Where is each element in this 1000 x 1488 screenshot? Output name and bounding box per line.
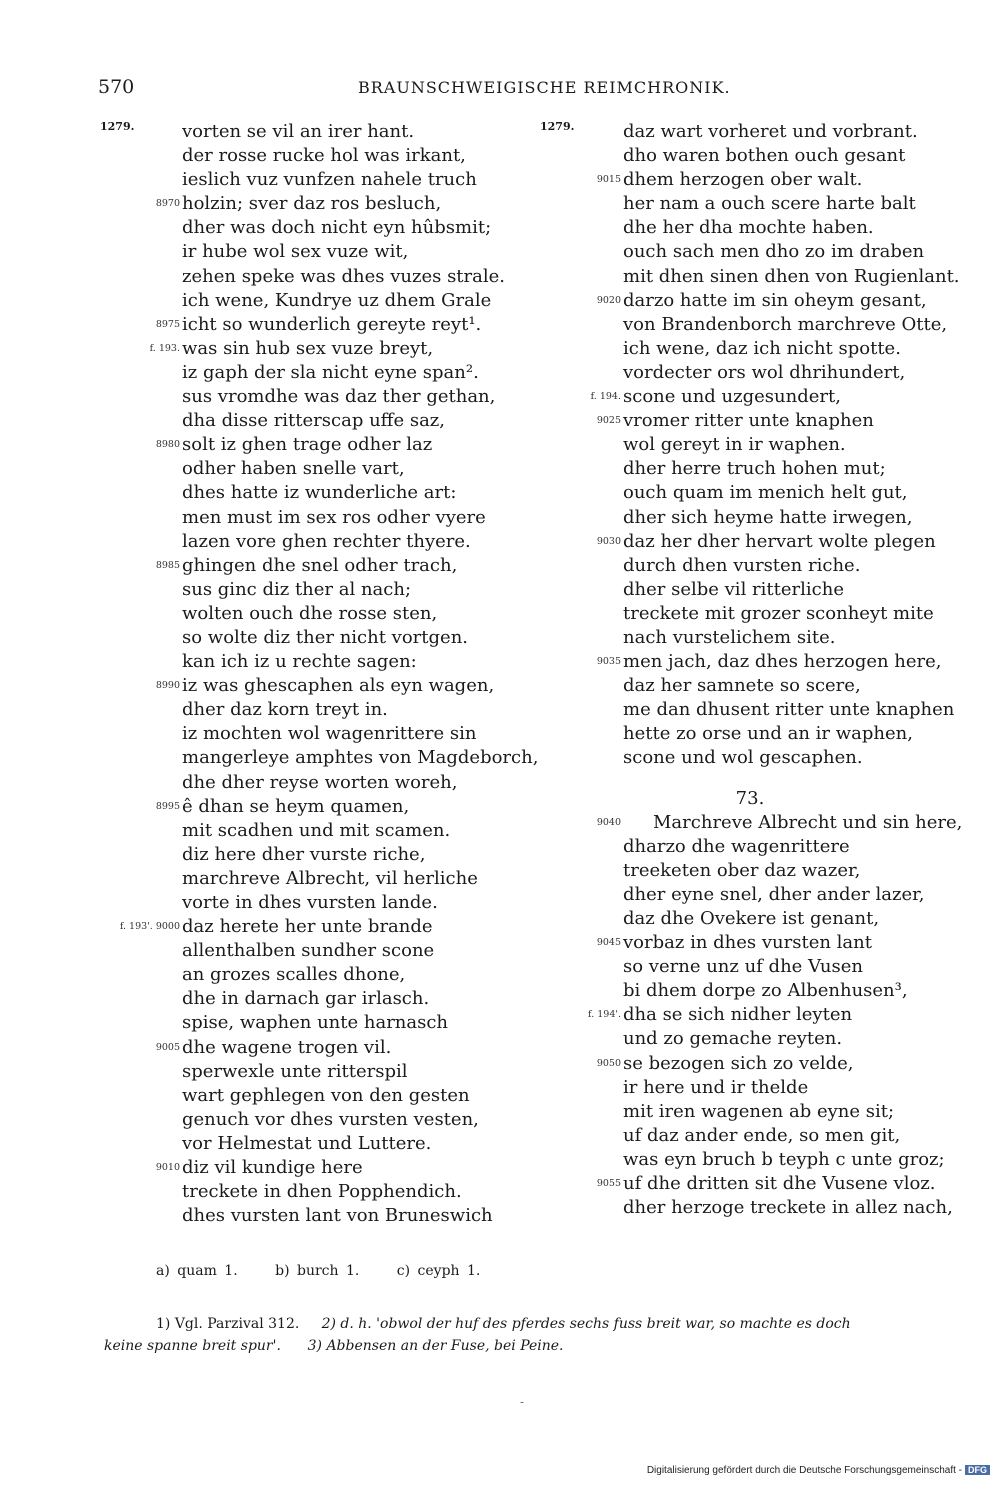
verse-text: treeketen ober daz wazer, [623, 859, 861, 881]
verse-line [540, 626, 960, 650]
verse-line [100, 698, 540, 722]
verse-text: mit iren wagenen ab eyne sit; [623, 1100, 895, 1122]
verse-line [100, 481, 540, 505]
line-number: 9010 [155, 1162, 180, 1174]
verse-line [100, 120, 540, 144]
verse-line [540, 265, 960, 289]
verse-text: spise, waphen unte harnasch [182, 1012, 449, 1034]
verse-text: darzo hatte im sin oheym gesant, [623, 289, 927, 311]
page-number: 570 [98, 76, 135, 98]
verse-line [540, 144, 960, 168]
verse-line [100, 626, 540, 650]
verse-line [540, 931, 960, 955]
verse-line [100, 1108, 540, 1132]
verse-line [100, 578, 540, 602]
verse-line [100, 987, 540, 1011]
line-number: 9025 [596, 415, 621, 427]
verse-text: ir hube wol sex vuze wit, [182, 241, 409, 263]
verse-text: scone und wol gescaphen. [623, 747, 863, 769]
verse-line [100, 554, 540, 578]
verse-text: iz gaph der sla nicht eyne span². [182, 361, 479, 383]
verse-text: so verne unz uf dhe Vusen [623, 956, 863, 978]
verse-line [100, 1156, 540, 1180]
verse-line [100, 506, 540, 530]
verse-text: an grozes scalles dhone, [182, 964, 406, 986]
verse-text: dho waren bothen ouch gesant [623, 145, 906, 167]
verse-line [540, 1124, 960, 1148]
verse-line [540, 481, 960, 505]
verse-text: dha se sich nidher leyten [623, 1004, 853, 1026]
verse-line [100, 1011, 540, 1035]
verse-text: so wolte diz ther nicht vortgen. [182, 626, 469, 648]
verse-text: dhe wagene trogen vil. [182, 1036, 392, 1058]
verse-line [540, 506, 960, 530]
line-number: 9050 [596, 1057, 621, 1069]
verse-text: und zo gemache reyten. [623, 1028, 843, 1050]
verse-line [100, 650, 540, 674]
year-marker: 1279. [540, 120, 575, 133]
verse-line [540, 722, 960, 746]
verse-text: sperwexle unte ritterspil [182, 1060, 408, 1082]
verse-line [100, 433, 540, 457]
verse-line [540, 289, 960, 313]
verse-line [100, 168, 540, 192]
verse-text: allenthalben sundher scone [182, 940, 435, 962]
verse-line [540, 811, 963, 835]
verse-line [100, 891, 540, 915]
verse-text: dhe dher reyse worten woreh, [182, 771, 458, 793]
verse-line [540, 907, 960, 931]
verse-text: solt iz ghen trage odher laz [182, 434, 433, 456]
footnote-2-cont: keine spanne breit spur'. [104, 1338, 281, 1354]
verse-line [100, 915, 540, 939]
verse-line [100, 939, 540, 963]
verse-text: dha disse ritterscap uffe saz, [182, 410, 446, 432]
verse-text: odher haben snelle vart, [182, 458, 405, 480]
verse-line [540, 955, 960, 979]
verse-text: me dan dhusent ritter unte knaphen [623, 699, 955, 721]
verse-text: men jach, daz dhes herzogen here, [623, 651, 942, 673]
verse-text: lazen vore ghen rechter thyere. [182, 530, 471, 552]
verse-line [100, 746, 540, 770]
variant-b: b) burch 1. [275, 1263, 360, 1279]
verse-text: mangerleye amphtes von Magdeborch, [182, 747, 539, 769]
verse-text: dher sich heyme hatte irwegen, [623, 506, 913, 528]
verse-text: uf daz ander ende, so men git, [623, 1124, 901, 1146]
section-number: 73. [735, 787, 765, 809]
line-number: 9015 [596, 174, 621, 186]
line-number: 9055 [596, 1178, 621, 1190]
verse-text: dhe in darnach gar irlasch. [182, 988, 430, 1010]
verse-text: daz wart vorheret und vorbrant. [623, 121, 918, 142]
verse-text: ich wene, daz ich nicht spotte. [623, 337, 901, 359]
line-number: 9045 [596, 937, 621, 949]
verse-line [540, 240, 960, 264]
verse-text: ouch quam im menich helt gut, [623, 482, 908, 504]
verse-line [540, 313, 960, 337]
line-number: 9005 [155, 1041, 180, 1053]
verse-text: bi dhem dorpe zo Albenhusen³, [623, 980, 908, 1002]
verse-line [540, 1172, 960, 1196]
verse-line [100, 771, 540, 795]
verse-line [540, 120, 960, 144]
verse-line [540, 883, 960, 907]
verse-line [100, 313, 540, 337]
funding-text: Digitalisierung gefördert durch die Deutsche Forschungsgemeinschaft - [646, 1465, 962, 1476]
verse-line [100, 963, 540, 987]
verse-text: diz vil kundige here [182, 1157, 363, 1179]
line-number: 8970 [155, 198, 180, 210]
verse-text: sus vromdhe was daz ther gethan, [182, 386, 496, 408]
verse-line [540, 578, 960, 602]
verse-text: icht so wunderlich gereyte reyt¹. [182, 313, 482, 335]
verse-text: marchreve Albrecht, vil herliche [182, 867, 478, 889]
verse-text: her nam a ouch scere harte balt [623, 193, 916, 215]
right-column [540, 120, 963, 1220]
verse-line [100, 216, 540, 240]
left-column [100, 120, 540, 1228]
line-number: 8980 [155, 439, 180, 451]
verse-line [540, 979, 960, 1003]
verse-line [540, 409, 960, 433]
line-number: 9035 [596, 656, 621, 668]
verse-line [540, 361, 960, 385]
section-gap [540, 771, 960, 787]
verse-line [540, 385, 960, 409]
verse-text: hette zo orse und an ir waphen, [623, 723, 913, 745]
verse-line [540, 1027, 960, 1051]
variant-c: c) ceyph 1. [396, 1263, 481, 1279]
verse-line [100, 1132, 540, 1156]
line-number: f. 193'. 9000 [119, 921, 180, 933]
footnotes [104, 1313, 974, 1357]
digitization-credit [647, 1465, 990, 1476]
verse-text: was eyn bruch b teyph c unte groz; [623, 1148, 945, 1170]
verse-line [100, 530, 540, 554]
verse-text: von Brandenborch marchreve Otte, [623, 313, 948, 335]
verse-text: ieslich vuz vunfzen nahele truch [182, 169, 477, 191]
verse-line [540, 859, 960, 883]
footnote-3: 3) Abbensen an der Fuse, bei Peine. [307, 1338, 564, 1354]
verse-text: wolten ouch dhe rosse sten, [182, 602, 438, 624]
verse-text: dhem herzogen ober walt. [623, 169, 863, 191]
verse-text: vor Helmestat und Luttere. [182, 1132, 432, 1154]
verse-line [100, 1204, 540, 1228]
year-marker: 1279. [100, 120, 135, 133]
verse-text: dher herre truch hohen mut; [623, 458, 886, 480]
line-number: 8985 [155, 559, 180, 571]
verse-text: men must im sex ros odher vyere [182, 506, 486, 528]
verse-text: dher herzoge treckete in allez nach, [623, 1197, 953, 1219]
verse-line [540, 554, 960, 578]
verse-line [100, 674, 540, 698]
bottom-mark: - [520, 1395, 525, 1409]
verse-text: was sin hub sex vuze breyt, [182, 337, 434, 359]
verse-text: dhe her dha mochte haben. [623, 217, 874, 239]
verse-line [100, 1084, 540, 1108]
verse-text: iz was ghescaphen als eyn wagen, [182, 675, 495, 697]
verse-text: dhes vursten lant von Bruneswich [182, 1205, 493, 1227]
verse-text: mit scadhen und mit scamen. [182, 819, 451, 841]
verse-line [540, 1100, 960, 1124]
verse-line [100, 240, 540, 264]
verse-line [540, 746, 960, 770]
verse-line [100, 722, 540, 746]
verse-line [100, 1180, 540, 1204]
verse-text: der rosse rucke hol was irkant, [182, 145, 466, 167]
verse-text: vromer ritter unte knaphen [623, 410, 874, 432]
verse-text: iz mochten wol wagenrittere sin [182, 723, 477, 745]
running-title: BRAUNSCHWEIGISCHE REIMCHRONIK. [358, 78, 731, 97]
verse-text: daz herete her unte brande [182, 916, 433, 938]
verse-line [100, 795, 540, 819]
verse-line [100, 409, 540, 433]
verse-text: vordecter ors wol dhrihundert, [623, 361, 906, 383]
verse-text: dher eyne snel, dher ander lazer, [623, 883, 925, 905]
verse-text: vorte in dhes vursten lande. [182, 892, 438, 913]
verse-line [100, 602, 540, 626]
verse-text: dher selbe vil ritterliche [623, 578, 844, 600]
verse-line [540, 168, 960, 192]
verse-line [100, 144, 540, 168]
verse-text: ê dhan se heym quamen, [182, 795, 410, 817]
verse-line [540, 1003, 960, 1027]
line-number: 9020 [596, 294, 621, 306]
verse-line [100, 819, 540, 843]
verse-text: ouch sach men dho zo im draben [623, 241, 925, 263]
verse-text: daz her dher hervart wolte plegen [623, 530, 936, 552]
verse-text: ir here und ir thelde [623, 1076, 809, 1098]
verse-text: ich wene, Kundrye uz dhem Grale [182, 289, 492, 311]
verse-text: ghingen dhe snel odher trach, [182, 554, 458, 576]
footnote-1: 1) Vgl. Parzival 312. [156, 1316, 300, 1332]
verse-line [540, 1148, 960, 1172]
verse-text: se bezogen sich zo velde, [623, 1052, 854, 1074]
verse-text: wol gereyt in ir waphen. [623, 434, 846, 456]
verse-text: treckete in dhen Popphendich. [182, 1181, 462, 1203]
verse-line [100, 867, 540, 891]
verse-text: daz her samnete so scere, [623, 675, 861, 697]
verse-text: uf dhe dritten sit dhe Vusene vloz. [623, 1173, 936, 1195]
verse-text: treckete mit grozer sconheyt mite [623, 602, 934, 624]
verse-line [540, 457, 960, 481]
verse-line [540, 835, 960, 859]
verse-line [540, 1076, 960, 1100]
verse-text: sus ginc diz ther al nach; [182, 578, 412, 600]
verse-line [100, 457, 540, 481]
verse-line [540, 1052, 960, 1076]
verse-line [100, 361, 540, 385]
verse-text: Marchreve Albrecht und sin here, [653, 811, 963, 833]
verse-line [540, 698, 960, 722]
verse-line [100, 843, 540, 867]
verse-line [540, 530, 960, 554]
verse-line [540, 1196, 960, 1220]
verse-line [540, 337, 960, 361]
verse-text: mit dhen sinen dhen von Rugienlant. [623, 265, 960, 287]
verse-text: zehen speke was dhes vuzes strale. [182, 265, 506, 287]
verse-line [100, 265, 540, 289]
verse-line [100, 1036, 540, 1060]
footnote-2: 2) d. h. 'obwol der huf des pferdes sechs fuss breit war, so machte es doch [321, 1316, 851, 1332]
verse-text: genuch vor dhes vursten vesten, [182, 1108, 479, 1130]
verse-text: kan ich iz u rechte sagen: [182, 651, 417, 673]
verse-text: diz here dher vurste riche, [182, 843, 426, 865]
verse-line [540, 674, 960, 698]
verse-line [100, 1060, 540, 1084]
verse-text: vorten se vil an irer hant. [182, 121, 415, 142]
verse-text: dhes hatte iz wunderliche art: [182, 482, 457, 504]
line-number: 9030 [596, 535, 621, 547]
verse-text: vorbaz in dhes vursten lant [623, 932, 872, 954]
verse-text: wart gephlegen von den gesten [182, 1084, 470, 1106]
variant-readings [156, 1263, 510, 1279]
verse-line [100, 385, 540, 409]
verse-text: dher was doch nicht eyn hûbsmit; [182, 217, 492, 239]
verse-text: scone und uzgesundert, [623, 386, 841, 408]
line-number: 8990 [155, 680, 180, 692]
verse-line [540, 433, 960, 457]
verse-text: nach vurstelichem site. [623, 626, 836, 648]
line-number: f. 194'. [588, 1009, 621, 1021]
verse-line [100, 289, 540, 313]
variant-a: a) quam 1. [156, 1263, 238, 1279]
line-number: 8995 [155, 800, 180, 812]
verse-line [540, 602, 960, 626]
line-number: f. 194. [590, 391, 621, 403]
verse-line [540, 216, 960, 240]
verse-line [540, 650, 960, 674]
verse-line [100, 337, 540, 361]
verse-line [100, 192, 540, 216]
verse-text: dharzo dhe wagenrittere [623, 835, 850, 857]
line-number: 9040 [596, 816, 621, 828]
line-number: f. 193. [149, 342, 180, 354]
verse-text: holzin; sver daz ros besluch, [182, 193, 442, 215]
verse-line [540, 192, 960, 216]
dfg-logo: DFG [965, 1465, 990, 1475]
verse-text: dher daz korn treyt in. [182, 699, 388, 721]
verse-text: durch dhen vursten riche. [623, 554, 861, 576]
verse-text: daz dhe Ovekere ist genant, [623, 908, 880, 929]
line-number: 8975 [155, 318, 180, 330]
